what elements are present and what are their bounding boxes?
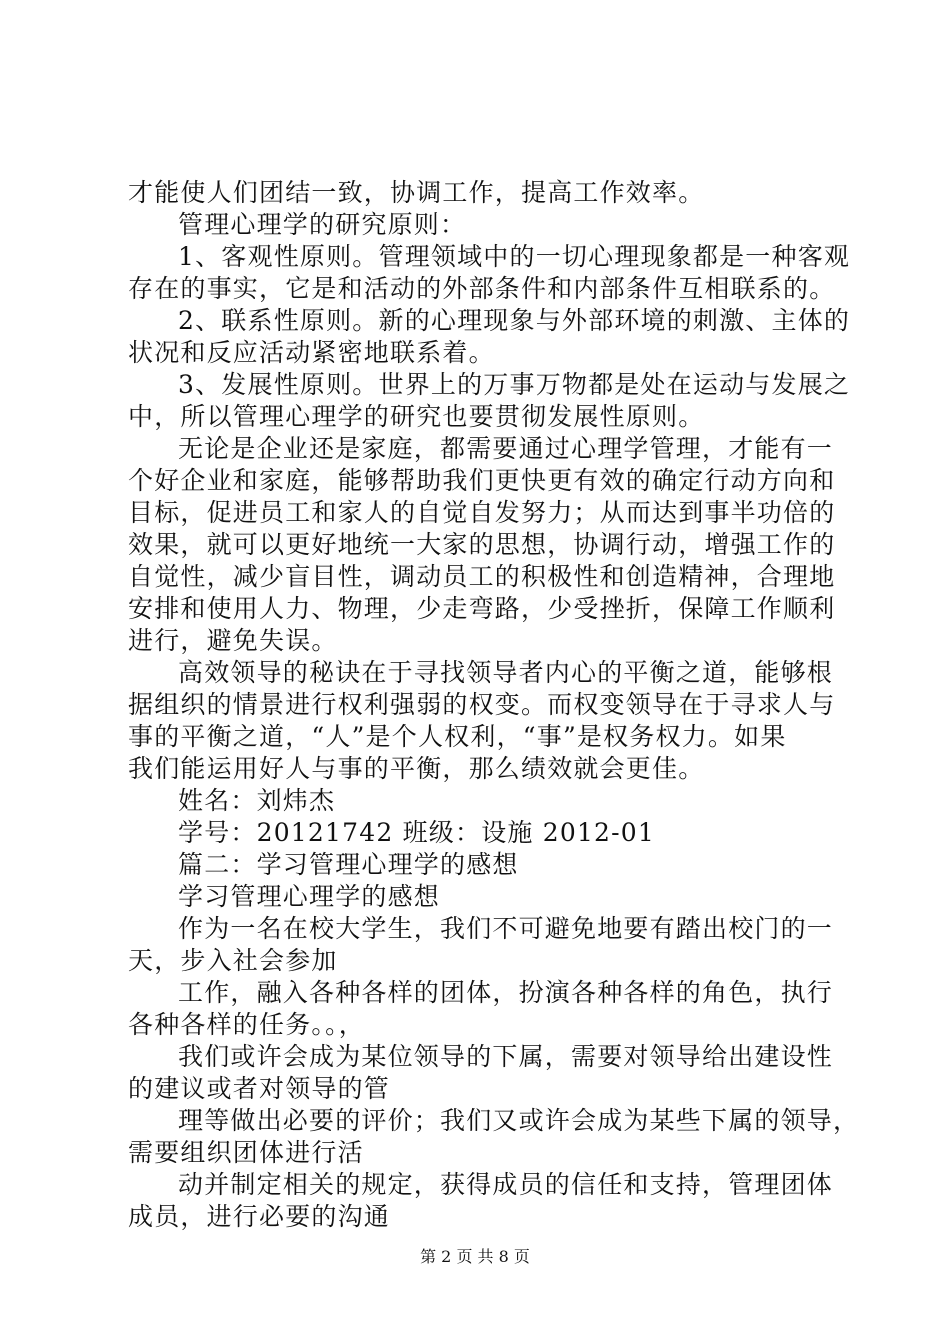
text-line: 各种各样的任务。。， — [128, 1010, 366, 1039]
text-line: 作为一名在校大学生，我们不可避免地要有踏出校门的一 — [178, 914, 834, 943]
student-id-class: 学号：20121742 班级：设施 2012-01 — [178, 818, 656, 847]
text-line: 我们或许会成为某位领导的下属，需要对领导给出建设性 — [178, 1042, 834, 1071]
text-line: 我们能运用好人与事的平衡，那么绩效就会更佳。 — [128, 754, 705, 783]
article-title: 学习管理心理学的感想 — [178, 882, 441, 911]
text-line: 天，步入社会参加 — [128, 946, 338, 975]
text-line: 安排和使用人力、物理，少走弯路，少受挫折，保障工作顺利 — [128, 594, 836, 623]
text-line: 动并制定相关的规定，获得成员的信任和支持，管理团体 — [178, 1170, 834, 1199]
author-name: 姓名：刘炜杰 — [178, 786, 336, 815]
text-line: 进行，避免失误。 — [128, 626, 338, 655]
text-line: 成员，进行必要的沟通 — [128, 1202, 391, 1231]
text-line: 工作，融入各种各样的团体，扮演各种各样的角色，执行 — [178, 978, 834, 1007]
text-line: 3、发展性原则。世界上的万事万物都是处在运动与发展之 — [178, 370, 851, 399]
text-line: 状况和反应活动紧密地联系着。 — [128, 338, 495, 367]
text-line: 个好企业和家庭，能够帮助我们更快更有效的确定行动方向和 — [128, 466, 836, 495]
text-line: 管理心理学的研究原则： — [178, 210, 467, 239]
text-line: 中，所以管理心理学的研究也要贯彻发展性原则。 — [128, 402, 705, 431]
text-line: 目标，促进员工和家人的自觉自发努力；从而达到事半功倍的 — [128, 498, 836, 527]
section-heading: 篇二：学习管理心理学的感想 — [178, 850, 519, 879]
text-line: 效果，就可以更好地统一大家的思想，协调行动，增强工作的 — [128, 530, 836, 559]
page-number-footer: 第 2 页 共 8 页 — [420, 1247, 530, 1266]
text-line: 高效领导的秘诀在于寻找领导者内心的平衡之道，能够根 — [178, 658, 834, 687]
text-line: 据组织的情景进行权利强弱的权变。而权变领导在于寻求人与 — [128, 690, 836, 719]
text-line: 1、客观性原则。管理领域中的一切心理现象都是一种客观 — [178, 242, 851, 271]
text-line: 2、联系性原则。新的心理现象与外部环境的刺激、主体的 — [178, 306, 851, 335]
text-line: 需要组织团体进行活 — [128, 1138, 364, 1167]
text-line: 存在的事实，它是和活动的外部条件和内部条件互相联系的。 — [128, 274, 836, 303]
text-line: 的建议或者对领导的管 — [128, 1074, 391, 1103]
text-line: 自觉性，减少盲目性，调动员工的积极性和创造精神，合理地 — [128, 562, 836, 591]
text-line: 理等做出必要的评价；我们又或许会成为某些下属的领导， — [178, 1106, 860, 1135]
text-line: 才能使人们团结一致，协调工作，提高工作效率。 — [128, 178, 705, 207]
text-line: 无论是企业还是家庭，都需要通过心理学管理，才能有一 — [178, 434, 834, 463]
text-line: 事的平衡之道，“人”是个人权利，“事”是权务权力。如果 — [128, 722, 787, 751]
